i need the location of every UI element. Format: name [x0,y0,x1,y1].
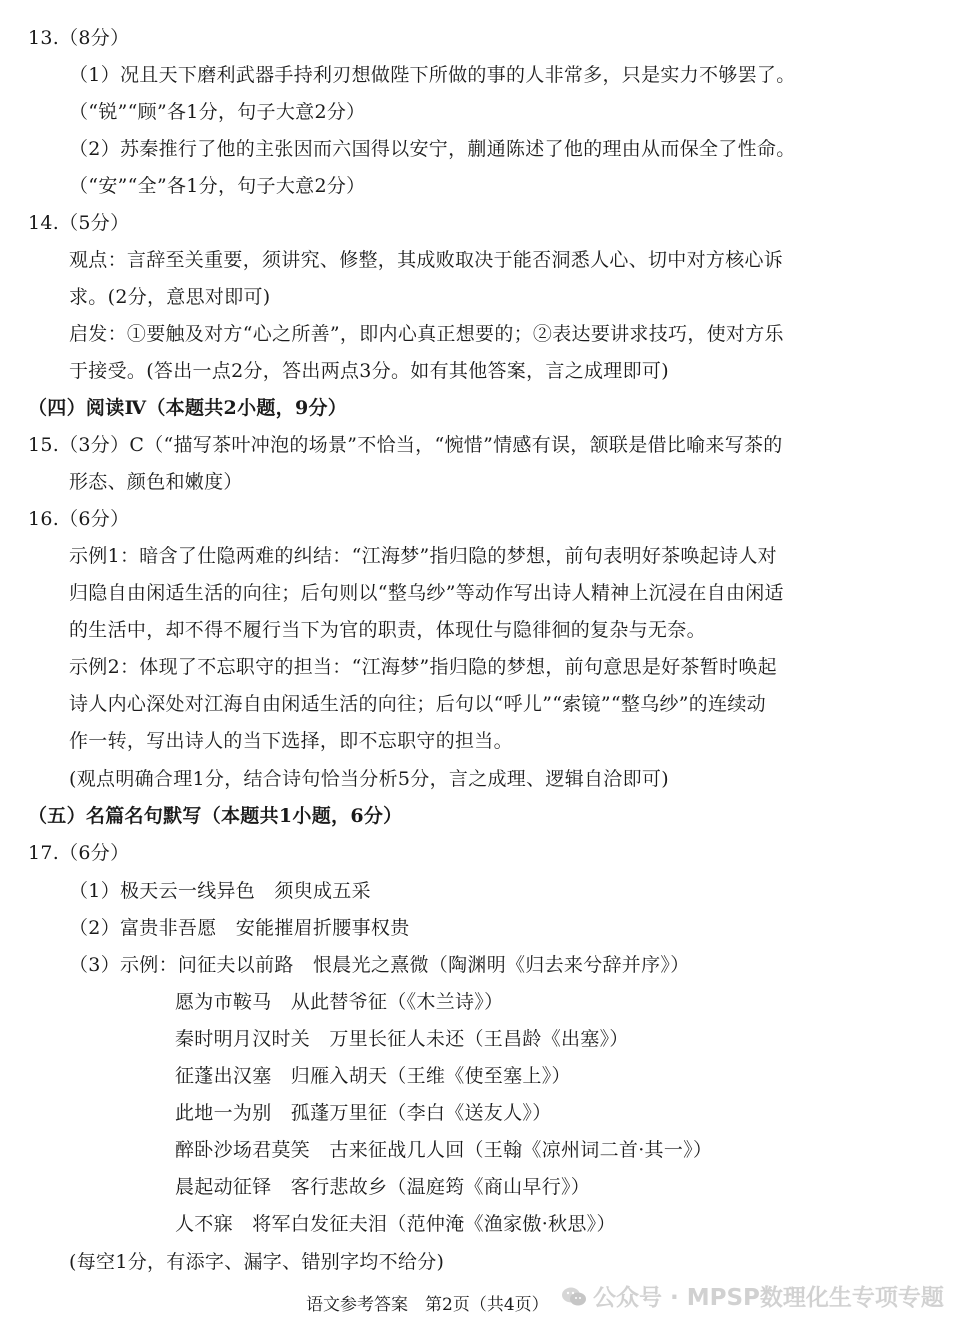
q14-viewpoint-line-2: 求。(2分，意思对即可) [69,286,271,308]
section-5-heading: （五）名篇名句默写（本题共1小题，6分） [28,805,403,827]
section-4-heading: （四）阅读Ⅳ（本题共2小题，9分） [28,397,348,419]
q14-viewpoint-line-1: 观点：言辞至关重要，须讲究、修整，其成败取决于能否洞悉人心、切中对方核心诉 [69,249,784,271]
q17-answer-1: （1）极天云一线异色 须臾成五采 [69,880,371,902]
q17-heading: 17.（6分） [28,842,130,864]
q14-insight-line-2: 于接受。(答出一点2分，答出两点3分。如有其他答案，言之成理即可) [69,360,669,382]
q14-insight-line-1: 启发：①要触及对方“心之所善”，即内心真正想要的；②表达要讲求技巧，使对方乐 [69,323,784,345]
q17-example-item: 愿为市鞍马 从此替爷征（《木兰诗》） [175,991,504,1013]
q13-scoring-2: （“安”“全”各1分，句子大意2分） [69,175,366,197]
q15-answer-line-2: 形态、颜色和嫩度） [69,471,243,493]
q17-answer-2: （2）富贵非吾愿 安能摧眉折腰事权贵 [69,917,410,939]
q17-example-item: 人不寐 将军白发征夫泪（范仲淹《渔家傲·秋思》） [175,1213,616,1235]
watermark-text: 公众号 · MPSP数理化生专项专题 [593,1285,944,1311]
wechat-icon [561,1286,587,1308]
q13-answer-1: （1）况且天下磨利武器手持利刃想做陛下所做的事的人非常多，只是实力不够罢了。 [69,64,796,86]
q17-example-item: 醉卧沙场君莫笑 古来征战几人回（王翰《凉州词二首·其一》） [175,1139,713,1161]
q17-example-item: 秦时明月汉时关 万里长征人未还（王昌龄《出塞》） [175,1028,629,1050]
q16-scoring: (观点明确合理1分，结合诗句恰当分析5分，言之成理、逻辑自洽即可) [69,768,669,790]
q16-example-2-line-3: 作一转，写出诗人的当下选择，即不忘职守的担当。 [69,730,513,752]
q16-heading: 16.（6分） [28,508,130,530]
q17-example-item: 此地一为别 孤蓬万里征（李白《送友人》） [175,1102,552,1124]
q16-example-1-line-2: 归隐自由闲适生活的向往；后句则以“整乌纱”等动作写出诗人精神上沉浸在自由闲适 [69,582,784,604]
q15-answer-line-1: 15.（3分）C（“描写茶叶冲泡的场景”不恰当，“惋惜”情感有误，颔联是借比喻来写茶的 [28,434,783,456]
q17-example-item: 晨起动征铎 客行悲故乡（温庭筠《商山早行》） [175,1176,591,1198]
page-footer: 语文参考答案 第2页（共4页） [306,1295,549,1315]
q16-example-1-line-1: 示例1：暗含了仕隐两难的纠结：“江海梦”指归隐的梦想，前句表明好茶唤起诗人对 [69,545,777,567]
q17-answer-3: （3）示例：问征夫以前路 恨晨光之熹微（陶渊明《归去来兮辞并序》） [69,954,690,976]
q16-example-1-line-3: 的生活中，却不得不履行当下为官的职责，体现仕与隐徘徊的复杂与无奈。 [69,619,706,641]
q13-scoring-1: （“锐”“顾”各1分，句子大意2分） [69,101,366,123]
q13-answer-2: （2）苏秦推行了他的主张因而六国得以安宁，蒯通陈述了他的理由从而保全了性命。 [69,138,796,160]
q17-scoring: (每空1分，有添字、漏字、错别字均不给分) [69,1251,445,1273]
q13-heading: 13.（8分） [28,27,130,49]
q16-example-2-line-2: 诗人内心深处对江海自由闲适生活的向往；后句以“呼儿”“索镜”“整乌纱”的连续动 [69,693,766,715]
q16-example-2-line-1: 示例2：体现了不忘职守的担当：“江海梦”指归隐的梦想，前句意思是好茶暂时唤起 [69,656,777,678]
q14-heading: 14.（5分） [28,212,130,234]
q17-example-item: 征蓬出汉塞 归雁入胡天（王维《使至塞上》） [175,1065,571,1087]
watermark [561,1283,944,1313]
